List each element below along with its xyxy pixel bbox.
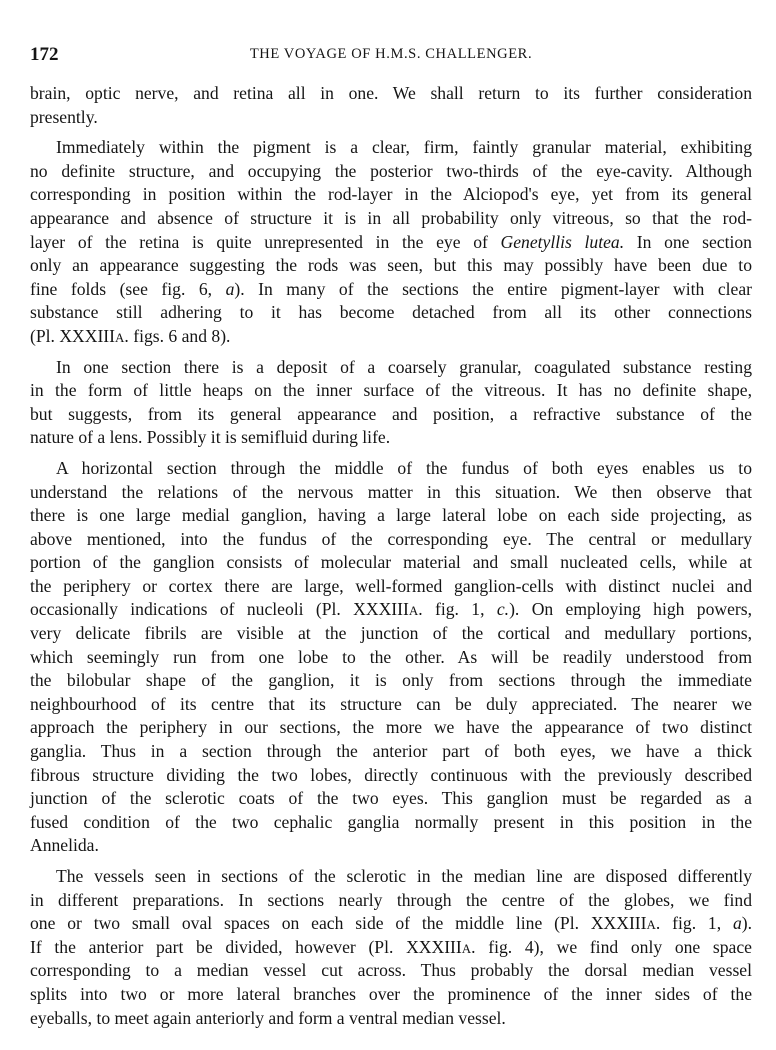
text-line: substance still adhering to it has become detached from all its other connections (30, 302, 752, 323)
page-body (30, 82, 752, 1037)
text-line: above mentioned, into the fundus of the corresponding eye. The central or medullary (30, 528, 752, 549)
page-header (30, 44, 752, 68)
italic-text: Genetyllis lutea. (500, 231, 625, 252)
text-line: neighbourhood of its centre that its structure can be duly appreciated. The nearer we (30, 693, 752, 714)
text-line: ganglia. Thus in a section through the anterior part of both eyes, we have a thick (30, 741, 752, 762)
text-line: A horizontal section through the middle of the fundus of both eyes enables us to (56, 457, 752, 478)
text-line: fibrous structure dividing the two lobes, directly continuous with the previously described (30, 764, 752, 785)
text-line: If the anterior part be divided, however (Pl. XXXIIIA. fig. 4), we find only one space (30, 936, 752, 957)
italic-text: a (732, 913, 742, 934)
text-line: In one section there is a deposit of a coarsely granular, coagulated substance resting (56, 356, 752, 377)
text-line: nature of a lens. Possibly it is semifluid during life. (30, 427, 391, 448)
text-line: portion of the ganglion consists of molecular material and small nucleated cells, while at (30, 552, 752, 573)
text-line: the periphery or cortex there are large, well-formed ganglion-cells with distinct nuclei and (30, 575, 752, 596)
text-line: (Pl. XXXIIIA. figs. 6 and 8). (30, 325, 231, 346)
small-caps-text: A (646, 917, 656, 933)
paragraph (30, 82, 752, 129)
text-line: only an appearance suggesting the rods was seen, but this may possibly have been due to (30, 255, 752, 276)
italic-text: c. (496, 599, 510, 620)
text-line: Immediately within the pigment is a clear, firm, faintly granular material, exhibiting (56, 137, 752, 158)
small-caps-text: A (461, 940, 472, 956)
text-line: fused condition of the two cephalic ganglia normally present in this position in the (30, 811, 752, 832)
text-line: corresponding in position within the rod-layer in the Alciopod's eye, yet from its general (30, 184, 752, 205)
text-line: eyeballs, to meet again anteriorly and form a ventral median vessel. (30, 1007, 506, 1028)
text-line: in the form of little heaps on the inner surface of the vitreous. It has no definite shape, (30, 380, 752, 401)
text-line: but suggests, from its general appearance and position, a refractive substance of the (30, 403, 752, 424)
text-line: The vessels seen in sections of the sclerotic in the median line are disposed differently (56, 866, 752, 886)
text-line: which seemingly run from one lobe to the other. As will be readily understood from (30, 646, 752, 667)
small-caps-text: A (408, 603, 419, 619)
running-title: THE VOYAGE OF H.M.S. CHALLENGER. (249, 46, 533, 62)
paragraph (30, 136, 752, 348)
text-line: presently. (30, 106, 98, 127)
text-line: understand the relations of the nervous matter in this situation. We then observe that (30, 481, 752, 502)
text-line: no definite structure, and occupying the posterior two-thirds of the eye-cavity. Although (30, 160, 752, 181)
text-line: corresponding to a median vessel cut across. Thus probably the dorsal median vessel (30, 960, 752, 981)
text-line: very delicate fibrils are visible at the junction of the cortical and medullary portions, (30, 623, 752, 644)
text-line: occasionally indications of nucleoli (Pl. XXXIIIA. fig. 1, c.). On employing high powers, (30, 599, 752, 620)
text-line: one or two small oval spaces on each side of the middle line (Pl. XXXIIIA. fig. 1, a). (30, 913, 753, 934)
italic-text: a (225, 278, 235, 299)
text-line: splits into two or more lateral branches over the prominence of the inner sides of the (30, 983, 752, 1004)
paragraph (30, 356, 752, 450)
text-line: brain, optic nerve, and retina all in one. We shall return to its further consideration (30, 83, 752, 103)
text-line: fine folds (see fig. 6, a). In many of the sections the entire pigment-layer with clear (30, 278, 752, 299)
paragraph (30, 865, 752, 1030)
small-caps-text: A (115, 329, 125, 345)
text-line: appearance and absence of structure it is in all probability only vitreous, so that the rod- (30, 207, 752, 228)
page-number: 172 (30, 44, 59, 65)
text-line: there is one large medial ganglion, having a large lateral lobe on each side projecting, as (30, 505, 752, 526)
text-line: the bilobular shape of the ganglion, it is only from sections through the immediate (30, 670, 752, 691)
paragraph (30, 457, 752, 858)
text-line: Annelida. (30, 835, 99, 856)
text-line: in different preparations. In sections nearly through the centre of the globes, we find (30, 889, 752, 910)
text-line: junction of the sclerotic coats of the two eyes. This ganglion must be regarded as a (30, 788, 752, 809)
text-line: layer of the retina is quite unrepresented in the eye of Genetyllis lutea. In one section (30, 231, 752, 252)
text-line: approach the periphery in our sections, the more we have the appearance of two distinct (30, 717, 752, 738)
